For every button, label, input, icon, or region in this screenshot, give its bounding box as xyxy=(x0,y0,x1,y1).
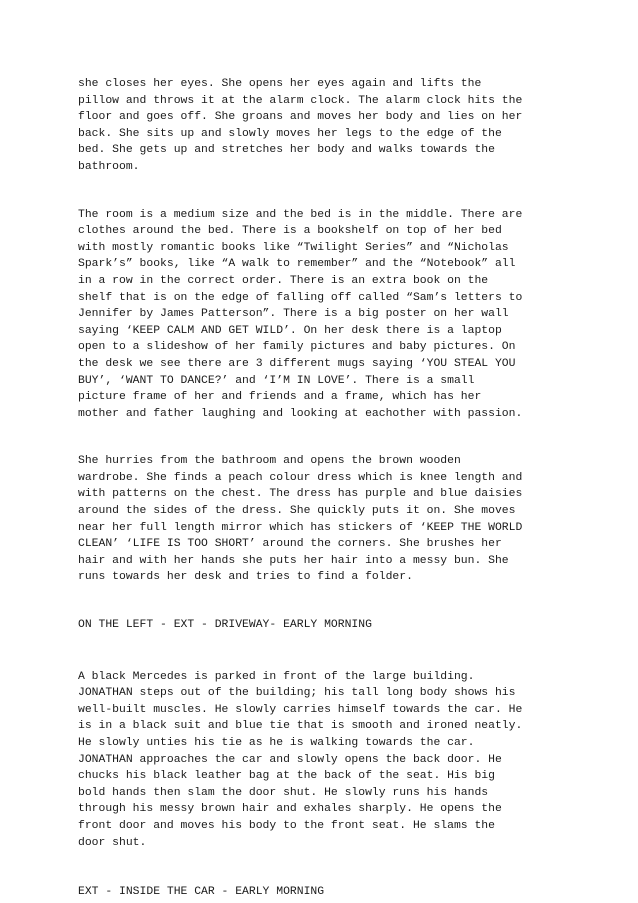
text-line: open to a slideshow of her family pictures and baby pictures. On xyxy=(78,341,516,354)
scene-heading-text: ON THE LEFT - EXT - DRIVEWAY- EARLY MORNING xyxy=(78,619,372,632)
text-line: near her full length mirror which has stickers of ‘KEEP THE WORLD xyxy=(78,521,523,534)
text-line: chucks his black leather bag at the back of the seat. His big xyxy=(78,770,495,783)
text-line: BUY’, ‘WANT TO DANCE?’ and ‘I’M IN LOVE’. There is a small xyxy=(78,374,475,387)
text-line: runs towards her desk and tries to find a folder. xyxy=(78,571,413,584)
text-line: mother and father laughing and looking at eachother with passion. xyxy=(78,407,523,420)
text-line: clothes around the bed. There is a bookshelf on top of her bed xyxy=(78,225,502,238)
text-line: wardrobe. She finds a peach colour dress which is knee length and xyxy=(78,471,523,484)
text-line: She hurries from the bathroom and opens the brown wooden xyxy=(78,455,461,468)
paragraph-room-description xyxy=(78,207,568,423)
text-line: picture frame of her and friends and a frame, which has her xyxy=(78,391,482,404)
document-body xyxy=(78,76,568,901)
scene-heading-inside-car xyxy=(78,884,568,901)
text-line: she closes her eyes. She opens her eyes again and lifts the xyxy=(78,78,482,90)
text-line: the desk we see there are 3 different mugs saying ‘YOU STEAL YOU xyxy=(78,357,516,370)
text-line: through his messy brown hair and exhales sharply. He opens the xyxy=(78,803,502,816)
text-line: saying ‘KEEP CALM AND GET WILD’. On her desk there is a laptop xyxy=(78,324,502,337)
text-line: Spark’s” books, like “A walk to remember” and the “Notebook” all xyxy=(78,258,516,271)
text-line: JONATHAN approaches the car and slowly opens the back door. He xyxy=(78,753,502,766)
text-line: shelf that is on the edge of falling off called “Sam’s letters to xyxy=(78,291,523,304)
text-line: bold hands then slam the door shut. He slowly runs his hands xyxy=(78,786,489,799)
text-line: floor and goes off. She groans and moves her body and lies on her xyxy=(78,111,523,124)
scene-heading-text: EXT - INSIDE THE CAR - EARLY MORNING xyxy=(78,886,325,899)
text-line: door shut. xyxy=(78,836,147,849)
text-line: bed. She gets up and stretches her body and walks towards the xyxy=(78,144,495,157)
text-line: JONATHAN steps out of the building; his tall long body shows his xyxy=(78,687,516,700)
text-line: is in a black suit and blue tie that is smooth and ironed neatly. xyxy=(78,720,523,733)
paragraph-jonathan-car xyxy=(78,669,568,852)
text-line: The room is a medium size and the bed is in the middle. There are xyxy=(78,208,523,221)
text-line: He slowly unties his tie as he is walking towards the car. xyxy=(78,737,475,749)
text-line: in a row in the correct order. There is an extra book on the xyxy=(78,274,489,287)
text-line: CLEAN’ ‘LIFE IS TOO SHORT’ around the corners. She brushes her xyxy=(78,538,502,551)
text-line: front door and moves his body to the front seat. He slams the xyxy=(78,819,495,832)
text-line: with patterns on the chest. The dress has purple and blue daisies xyxy=(78,488,523,501)
text-line: well-built muscles. He slowly carries himself towards the car. He xyxy=(78,703,523,716)
text-line: hair and with her hands she puts her hair into a messy bun. She xyxy=(78,554,509,567)
text-line: pillow and throws it at the alarm clock. The alarm clock hits the xyxy=(78,94,523,107)
paragraph-action-wake-up xyxy=(78,76,568,176)
scene-heading-driveway xyxy=(78,617,568,634)
text-line: Jennifer by James Patterson”. There is a big poster on her wall xyxy=(78,308,509,321)
text-line: around the sides of the dress. She quickly puts it on. She moves xyxy=(78,505,516,518)
paragraph-getting-dressed xyxy=(78,453,568,586)
text-line: bathroom. xyxy=(78,160,140,173)
text-line: A black Mercedes is parked in front of the large building. xyxy=(78,670,475,683)
text-line: with mostly romantic books like “Twilight Series” and “Nicholas xyxy=(78,241,509,254)
text-line: back. She sits up and slowly moves her legs to the edge of the xyxy=(78,127,502,140)
